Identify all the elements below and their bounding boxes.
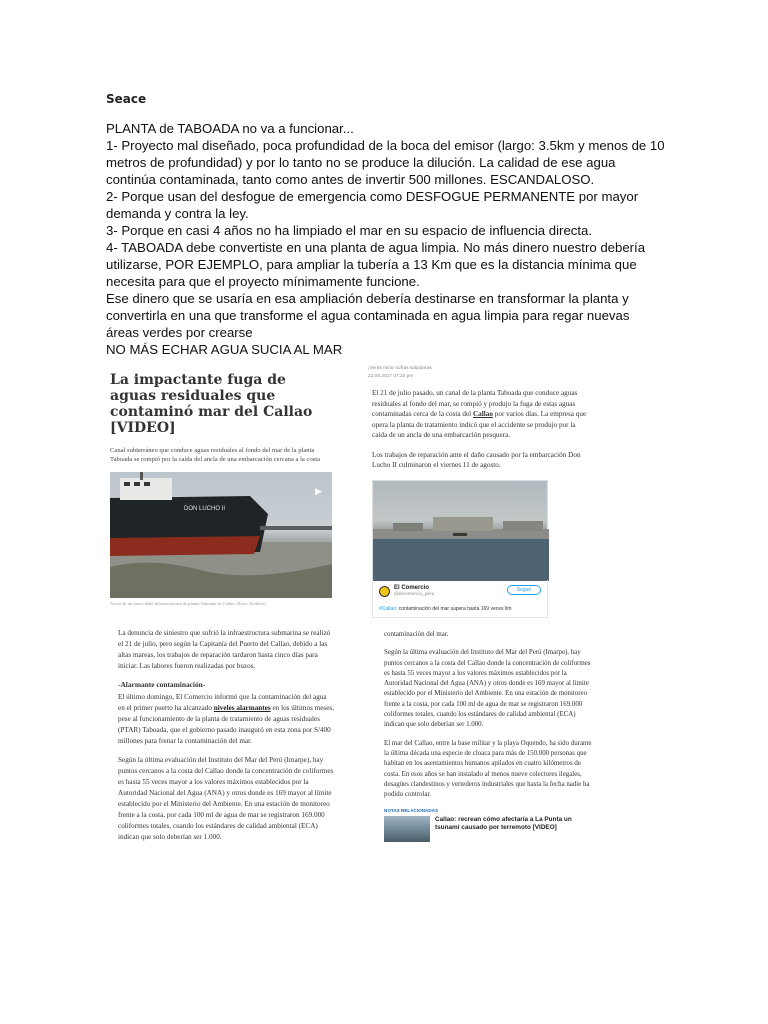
- article-paragraph: Según la última evaluación del Instituto del Mar del Perú (Imarpe), hay puntos cercanos a la costa del Callao donde la concentración de coliformes es hasta 55 veces mayor a los valores máximos establecidos por la Autoridad Nacional del Agua (ANA) y otros donde es 169 mayor al límite establecido por el Ministerio del Ambiente. En una estación de monitoreo frente a la costa, por cada 100 ml de agua de mar se registraron 169.000 coliformes totales, cuando los estándares de calidad ambiental (ECA) indican que solo deberían ser 1.000.: [118, 756, 334, 841]
- document-header: Seace: [106, 92, 147, 106]
- tweet-image: [372, 480, 548, 580]
- article-headline: La impactante fuga de aguas residuales que contaminó mar del Callao [VIDEO]: [110, 372, 313, 436]
- photo-caption: Ancla de un barco dañó infraestructura de planta Taboada en Callao. (Foto: Archivo): [110, 601, 266, 606]
- svg-text:DON LUCHO II: DON LUCHO II: [184, 506, 226, 512]
- article-paragraph: El 21 de julio pasado, un canal de la planta Taboada que conduce aguas residuales al fondo del mar, se rompió y produjo la fuga de estas aguas contaminadas cerca de la costa del Callao por varios días. La empresa que opera la planta de tratamiento indicó que el accidente se produjo por la caída de un ancla de una embarcación pesquera.: [372, 389, 587, 439]
- article-paragraph: Los trabajos de reparación ante el daño causado por la embarcación Don Lucho II culminaron el viernes 11 de agosto.: [372, 450, 581, 469]
- tweet-text: #Callao: contaminación del mar supera hasta 169 veces lím: [379, 605, 512, 612]
- news-clipping-article: [364, 364, 598, 622]
- news-clipping-continuation: [106, 622, 342, 876]
- intro-line: NO MÁS ECHAR AGUA SUCIA AL MAR: [106, 342, 343, 357]
- related-thumbnail: [384, 816, 430, 842]
- related-notes-heading: NOTAS RELACIONADAS: [384, 808, 439, 814]
- tweet-handle: @elcomercio_peru: [394, 591, 435, 597]
- article-paragraph: contaminación del mar.: [384, 631, 449, 638]
- article-paragraph: El mar del Callao, entre la base militar y la playa Oquendo, ha sido durante la última década una especie de cloaca para más de 150.000 personas que habitan en los asentamientos humanos apilados en cuatro kilómetros de costa. En esos años se han instalado al menos nueve colectores ilegales, desagües clandestinos y vertederos industriales que hasta la fecha nadie ha podido controlar.: [384, 739, 592, 799]
- tweet-author: El Comercio: [394, 584, 430, 591]
- news-clipping-headline: [106, 364, 336, 612]
- niveles-link[interactable]: niveles alarmantes: [213, 704, 271, 712]
- follow-button[interactable]: Seguir: [507, 585, 541, 595]
- article-paragraph: El último domingo, El Comercio informó que la contaminación del agua en el primer puerto ha alcanzado niveles alarmantes en los últimos meses, pese al funcionamiento de la planta de tratamiento de aguas residuales (PTAR) Taboada, que el gobierno pasado inauguró en esta zona por S/400 millones para frenar la contaminación del mar.: [118, 693, 334, 745]
- avatar: [379, 586, 390, 597]
- article-subheading: -Alarmante contaminación-: [118, 680, 206, 689]
- related-note-item[interactable]: [384, 816, 600, 842]
- intro-line: 2- Porque usan del desfogue de emergencia como DESFOGUE PERMANENTE por mayor demanda y contra la ley.: [106, 189, 639, 221]
- news-clipping-related: [376, 628, 600, 888]
- article-summary: Canal subterráneo que conduce aguas residuales al fondo del mar de la planta Taboada se rompió por la caída del ancla de una embarcación cercana a la costa: [110, 447, 321, 463]
- related-note-title[interactable]: Callao: recrean cómo afectaría a La Punta un tsunami causado por terremoto [VIDEO]: [435, 816, 572, 832]
- intro-line: Ese dinero que se usaría en esa ampliación debería destinarse en transformar la planta y convertirla en una que transforme el agua contaminada en agua limpia para regar nuevas áreas verdes por crearse: [106, 291, 630, 340]
- ship-photo: [110, 472, 332, 598]
- article-date: 22.08.2017 07:34 pm: [368, 374, 414, 379]
- intro-line: 1- Proyecto mal diseñado, poca profundidad de la boca del emisor (largo: 3.5km y menos de 10 metros de profundidad) y por lo tanto no se produce la dilución. La calidad de ese agua continúa contaminada, tanto como antes de invertir 500 millones. ESCANDALOSO.: [106, 138, 665, 187]
- article-meta: ¡Verás mirar sufras salpidaras: [368, 366, 432, 371]
- intro-line: 4- TABOADA debe convertiste en una planta de agua limpia. No más dinero nuestro debería utilizarse, POR EJEMPLO, para ampliar la tubería a 13 Km que es la distancia mínima que necesita para que el proyecto mínimamente funcione.: [106, 240, 646, 289]
- intro-line: PLANTA de TABOADA no va a funcionar...: [106, 121, 354, 136]
- intro-line: 3- Porque en casi 4 años no ha limpiado el mar en su espacio de influencia directa.: [106, 223, 593, 238]
- tweet-card: [372, 580, 548, 618]
- callao-link[interactable]: Callao: [472, 410, 493, 418]
- article-paragraph: Según la última evaluación del Instituto del Mar del Perú (Imarpe), hay puntos cercanos a la costa del Callao donde la concentración de coliformes es hasta 55 veces mayor a los valores máximos establecidos por la Autoridad Nacional del Agua (ANA) y otros donde es 169 mayor al límite establecido por el Ministerio del Ambiente. En una estación de monitoreo frente a la costa, por cada 100 ml de agua de mar se registraron 169.000 coliformes totales, cuando los estándares de calidad ambiental (ECA) indican que solo deberían ser 1.000.: [384, 649, 591, 729]
- article-paragraph: La denuncia de siniestro que sufrió la infraestructura submarina se realizó el 21 de julio, pero según la Capitanía del Puerto del Callao, debido a las altas mareas, los trabajos de reparación tardaron hasta cinco días para iniciar. Las labores fueron realizadas por buzos.: [118, 629, 331, 670]
- intro-text: [106, 120, 666, 358]
- play-icon[interactable]: ▶: [315, 486, 322, 496]
